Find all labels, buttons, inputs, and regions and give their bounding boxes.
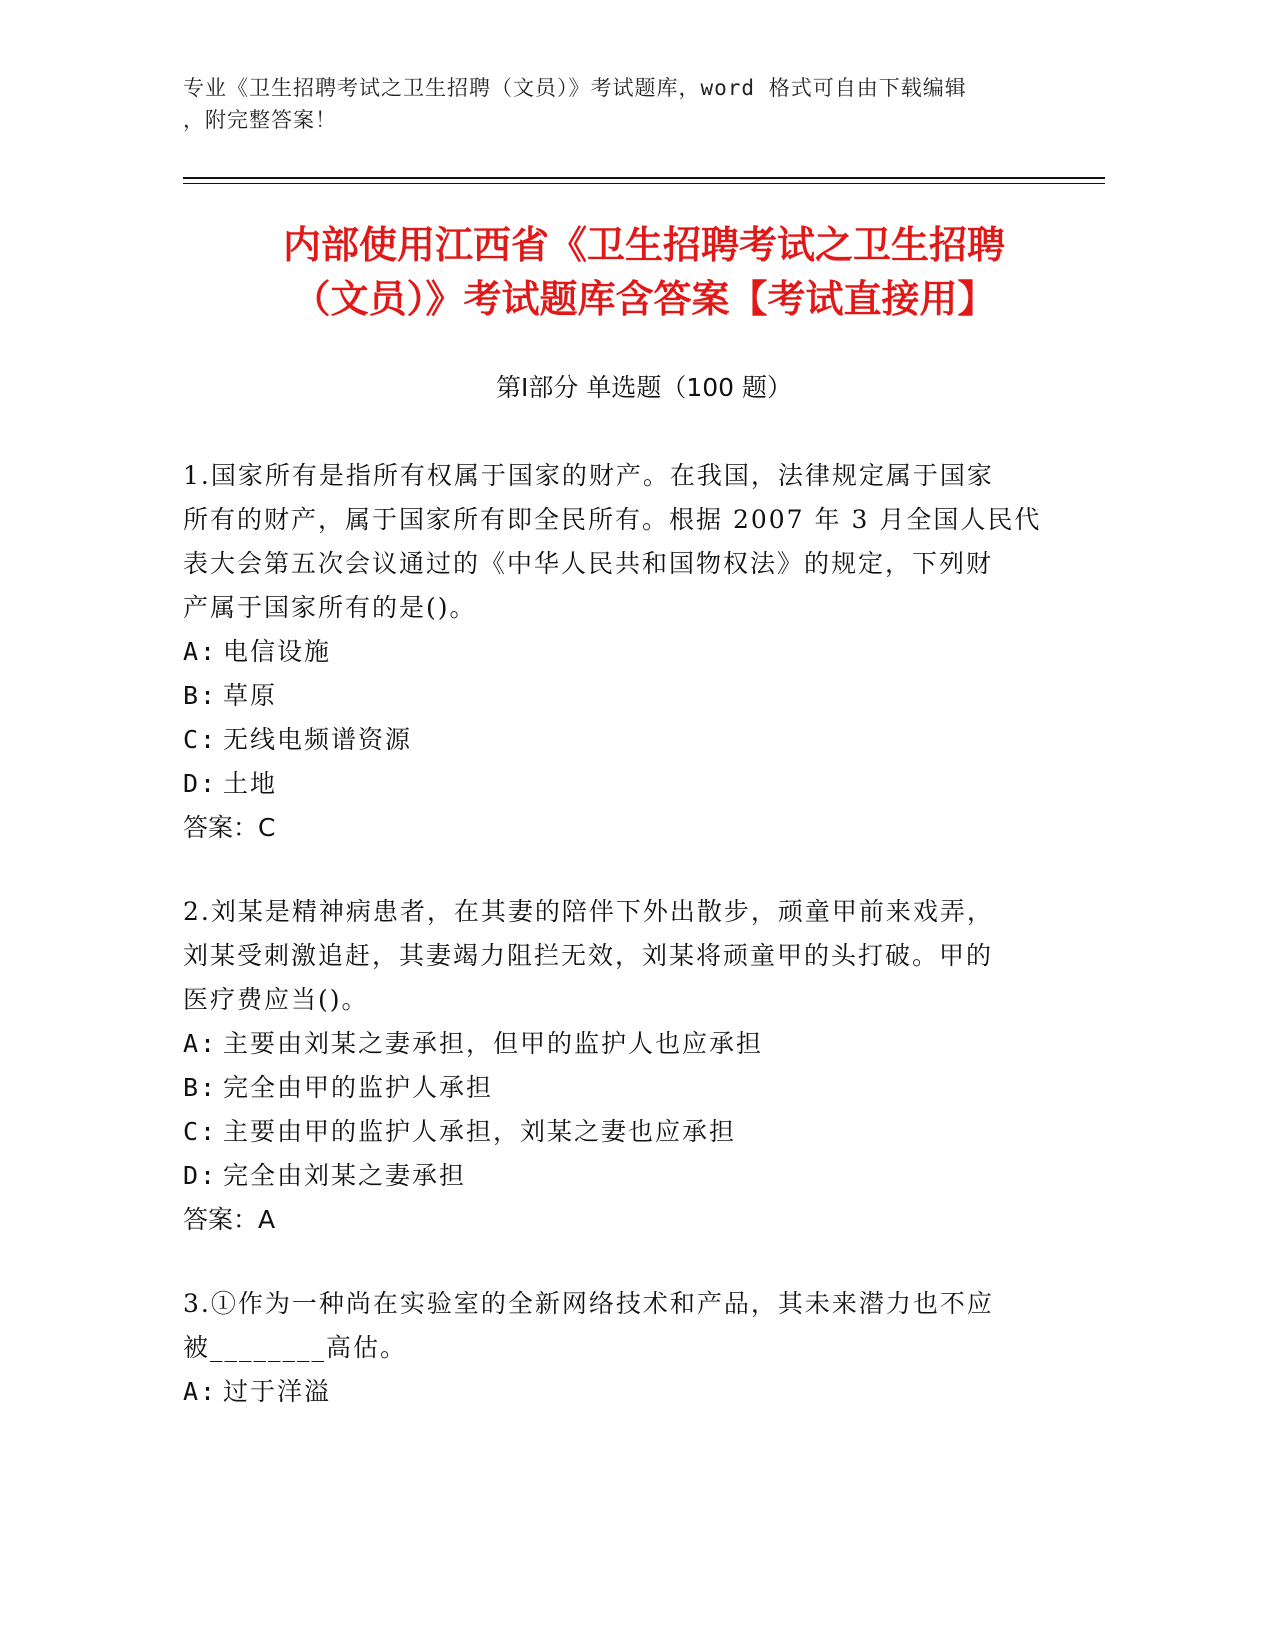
question-stem-line: 刘某受刺激追赶，其妻竭力阻拦无效，刘某将顽童甲的头打破。甲的 (183, 941, 994, 970)
option-b (183, 1066, 1043, 1110)
question-stem-line: 表大会第五次会议通过的《中华人民共和国物权法》的规定，下列财 (183, 549, 994, 578)
header-note-line-2: ，附完整答案！ (183, 108, 337, 132)
question-stem-line: 2.刘某是精神病患者，在其妻的陪伴下外出散步，顽童甲前来戏弄， (183, 897, 994, 926)
document-title (183, 218, 1105, 326)
option-a (183, 630, 1043, 674)
answer-line: 答案：A (183, 1205, 276, 1234)
document-title-line-2: （文员）》考试题库含答案【考试直接用】 (292, 277, 996, 321)
question-stem-line: 被________高估。 (183, 1333, 408, 1362)
header-rule-thin (183, 183, 1105, 184)
option-letter: A: (183, 637, 218, 666)
option-text: 主要由刘某之妻承担，但甲的监护人也应承担 (223, 1029, 764, 1058)
option-text: 过于洋溢 (223, 1377, 332, 1406)
option-text: 完全由甲的监护人承担 (223, 1073, 494, 1102)
option-a (183, 1370, 1043, 1414)
option-letter: B: (183, 1073, 218, 1102)
header-note-line-1: 专业《卫生招聘考试之卫生招聘（文员）》考试题库，word 格式可自由下载编辑 (183, 76, 967, 100)
answer-line: 答案：C (183, 813, 276, 842)
option-c (183, 718, 1043, 762)
option-letter: D: (183, 1161, 218, 1190)
option-c (183, 1110, 1043, 1154)
option-text: 主要由甲的监护人承担，刘某之妻也应承担 (223, 1117, 737, 1146)
section-title: 第Ⅰ部分 单选题（100 题） (496, 373, 792, 402)
option-letter: A: (183, 1029, 218, 1058)
option-letter: B: (183, 681, 218, 710)
option-text: 土地 (223, 769, 278, 798)
question-stem-line: 3.①作为一种尚在实验室的全新网络技术和产品，其未来潜力也不应 (183, 1289, 994, 1318)
question-stem-line: 医疗费应当()。 (183, 985, 369, 1014)
option-d (183, 762, 1043, 806)
option-letter: C: (183, 1117, 218, 1146)
option-text: 完全由刘某之妻承担 (223, 1161, 467, 1190)
option-text: 草原 (223, 681, 278, 710)
question-1 (183, 454, 1043, 850)
document-title-line-1: 内部使用江西省《卫生招聘考试之卫生招聘 (282, 223, 1005, 267)
header-rule-thick (183, 177, 1105, 179)
question-2 (183, 890, 1043, 1242)
question-stem-line: 1.国家所有是指所有权属于国家的财产。在我国，法律规定属于国家 (183, 461, 994, 490)
option-text: 电信设施 (223, 637, 332, 666)
option-a (183, 1022, 1043, 1066)
header-note (183, 72, 1063, 136)
option-d (183, 1154, 1043, 1198)
option-text: 无线电频谱资源 (223, 725, 413, 754)
question-stem-line: 所有的财产，属于国家所有即全民所有。根据 2007 年 3 月全国人民代 (183, 505, 1042, 534)
option-letter: A: (183, 1377, 218, 1406)
option-b (183, 674, 1043, 718)
option-letter: C: (183, 725, 218, 754)
option-letter: D: (183, 769, 218, 798)
question-3 (183, 1282, 1043, 1414)
question-stem-line: 产属于国家所有的是()。 (183, 593, 477, 622)
